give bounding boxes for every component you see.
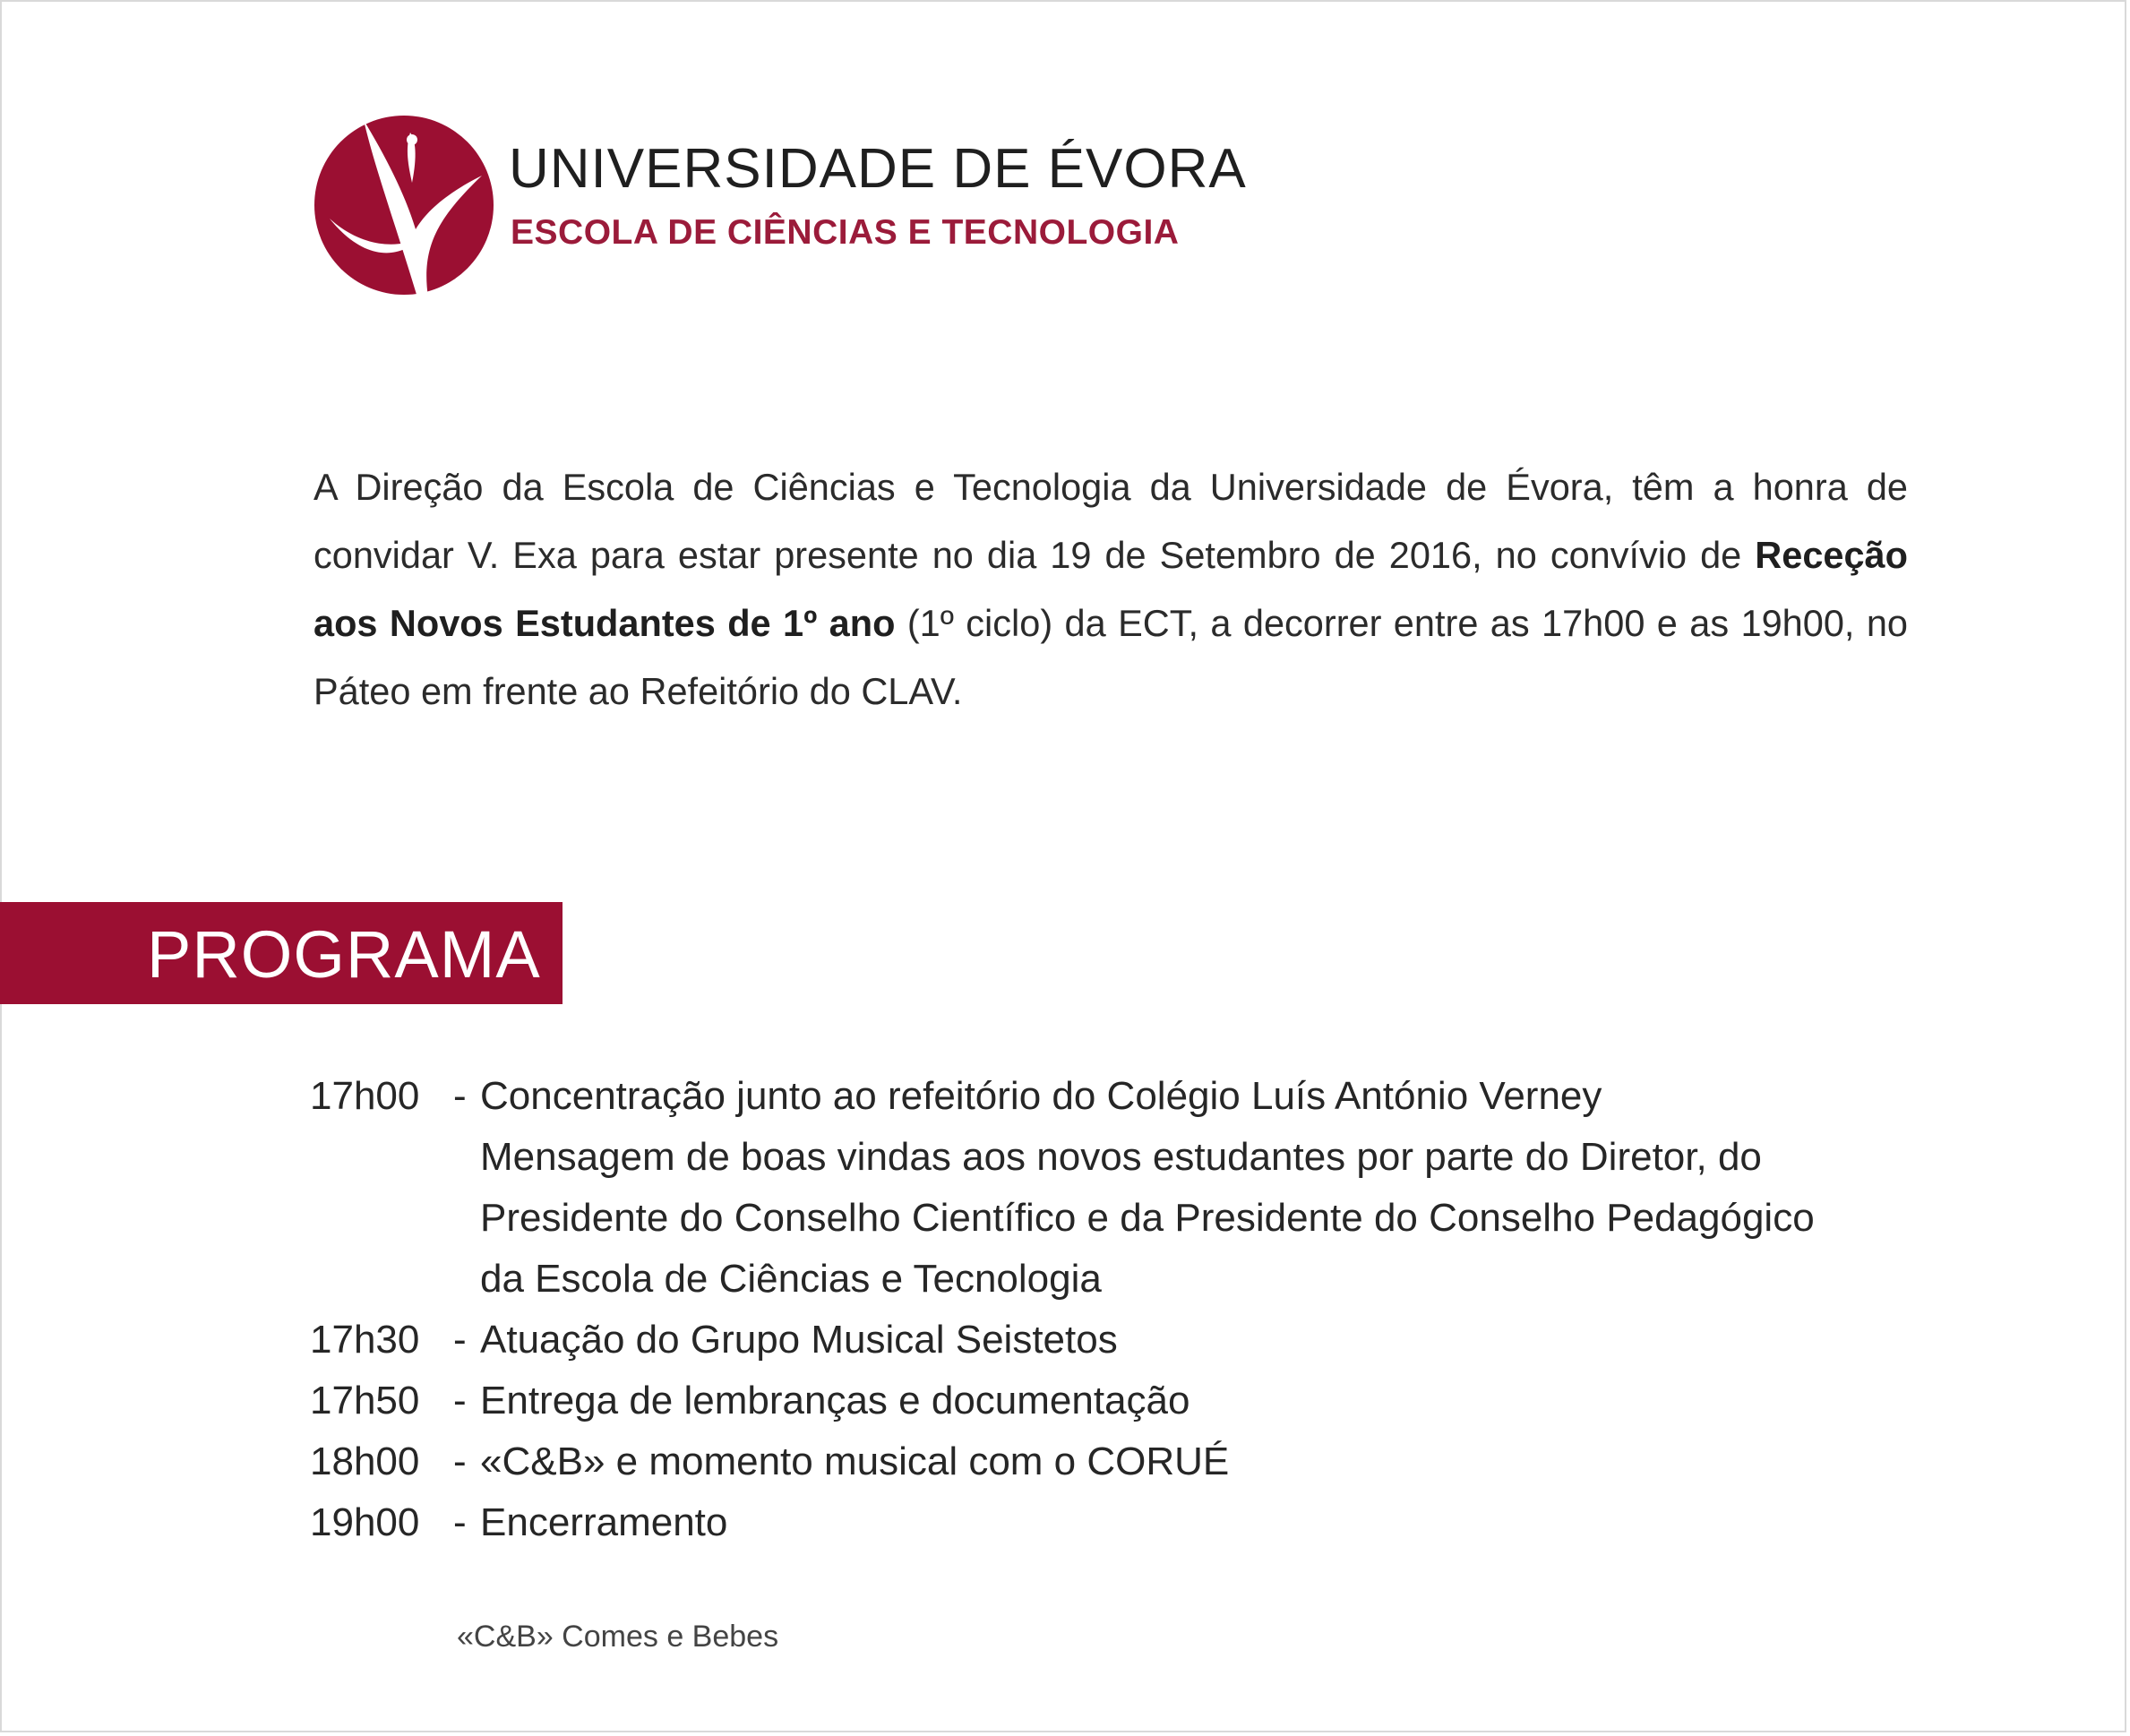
schedule-time: 17h30 — [310, 1318, 420, 1362]
schedule-line: Entrega de lembranças e documentação — [480, 1379, 1190, 1422]
invitation-paragraph — [313, 453, 1908, 726]
university-name: UNIVERSIDADE DE ÉVORA — [509, 138, 1247, 200]
invitation-intro: A Direção da Escola de Ciências e Tecnologia da Universidade de Évora, têm a honra de convidar V. Exa para estar presente no dia 19 de Setembro de 2016, no convívio de — [313, 466, 1908, 576]
schedule-separator: - — [453, 1500, 467, 1544]
schedule-item — [310, 1431, 1940, 1492]
schedule-time: 17h00 — [310, 1074, 420, 1118]
schedule-item — [310, 1310, 1940, 1371]
schedule-item — [310, 1371, 1940, 1431]
schedule-line: «C&B» e momento musical com o CORUÉ — [480, 1440, 1230, 1483]
schedule-time: 19h00 — [310, 1500, 420, 1544]
schedule-description — [480, 1492, 1940, 1553]
schedule-item — [310, 1492, 1940, 1553]
schedule-description — [480, 1066, 1940, 1310]
schedule-separator: - — [453, 1379, 467, 1422]
schedule-description — [480, 1310, 1940, 1371]
programa-title: PROGRAMA — [147, 917, 541, 992]
schedule-time: 17h50 — [310, 1379, 420, 1422]
schedule-item — [310, 1066, 1940, 1310]
universidade-evora-dove-logo-icon — [312, 113, 496, 297]
programa-banner — [0, 902, 563, 1004]
schedule-line: Concentração junto ao refeitório do Colégio Luís António Verney — [480, 1074, 1602, 1118]
schedule-list — [310, 1066, 1940, 1553]
schedule-line: Atuação do Grupo Musical Seistetos — [480, 1318, 1118, 1362]
schedule-line: Encerramento — [480, 1500, 728, 1544]
invitation-rest: (1º ciclo) da ECT, a decorrer entre as 17h00 e as 19h00, no Páteo em frente ao Refeitório do CLAV. — [313, 602, 1908, 712]
schedule-separator: - — [453, 1074, 467, 1118]
schedule-line: da Escola de Ciências e Tecnologia — [480, 1257, 1102, 1301]
invitation-event: Receção aos Novos Estudantes de 1º ano — [313, 534, 1908, 644]
schedule-time: 18h00 — [310, 1440, 420, 1483]
schedule-line: Presidente do Conselho Científico e da Presidente do Conselho Pedagógico — [480, 1196, 1815, 1240]
schedule-separator: - — [453, 1318, 467, 1362]
schedule-description — [480, 1431, 1940, 1492]
schedule-separator: - — [453, 1440, 467, 1483]
footnote: «C&B» Comes e Bebes — [457, 1620, 779, 1654]
schedule-line: Mensagem de boas vindas aos novos estudantes por parte do Diretor, do — [480, 1135, 1762, 1179]
school-name: ESCOLA DE CIÊNCIAS E TECNOLOGIA — [511, 213, 1180, 252]
schedule-description — [480, 1371, 1940, 1431]
